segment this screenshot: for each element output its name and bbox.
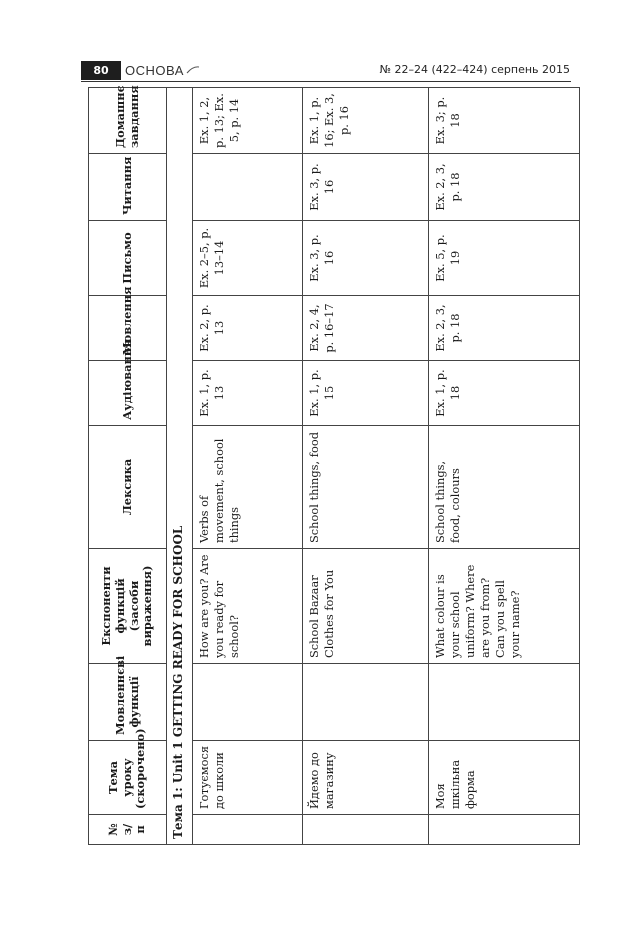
lesson-plan-table-frame <box>88 85 580 845</box>
topic-title: Тема 1: Unit 1 GETTING READY FOR SCHOOL <box>167 88 193 845</box>
col-header-number: № з/п <box>89 815 167 845</box>
cell-theme: Готуємося до школи <box>193 741 303 815</box>
rotated-table-wrapper <box>88 85 580 845</box>
table-row <box>303 88 429 845</box>
col-header-theme: Тема уроку (скорочено) <box>89 741 167 815</box>
col-header-reading: Читання <box>89 154 167 221</box>
cell-vocabulary: School things, food <box>303 426 429 549</box>
cell-functions <box>303 664 429 741</box>
cell-number <box>303 815 429 845</box>
logo-swoosh-icon <box>186 65 200 75</box>
cell-homework: Ex. 1, 2, p. 13; Ex. 5, p. 14 <box>193 88 303 154</box>
cell-number <box>193 815 303 845</box>
cell-theme: Йдемо до магазину <box>303 741 429 815</box>
table-row <box>429 88 580 845</box>
cell-listening: Ex. 1, p. 15 <box>303 361 429 426</box>
col-header-listening: Аудіювання <box>89 361 167 426</box>
table-row <box>193 88 303 845</box>
cell-functions <box>193 664 303 741</box>
brand-logo <box>125 60 200 80</box>
cell-vocabulary: School things, food, colours <box>429 426 580 549</box>
brand-name: ОСНОВА <box>125 62 184 78</box>
issue-info: № 22–24 (422–424) серпень 2015 <box>379 63 570 76</box>
col-header-homework: Домашнє завдання <box>89 88 167 154</box>
cell-speaking: Ex. 2, 4, p. 16–17 <box>303 296 429 361</box>
col-header-vocabulary: Лексика <box>89 426 167 549</box>
cell-speaking: Ex. 2, 3, p. 18 <box>429 296 580 361</box>
cell-theme: Моя шкільна форма <box>429 741 580 815</box>
cell-functions <box>429 664 580 741</box>
cell-reading: Ex. 3, p. 16 <box>303 154 429 221</box>
cell-number <box>429 815 580 845</box>
cell-exponents: School Bazaar Clothes for You <box>303 549 429 664</box>
header-divider <box>81 81 571 82</box>
col-header-functions: Мовленнєві функції <box>89 664 167 741</box>
cell-writing: Ex. 3, p. 16 <box>303 221 429 296</box>
col-header-speaking: Мовлення <box>89 296 167 361</box>
cell-writing: Ex. 5, p. 19 <box>429 221 580 296</box>
cell-writing: Ex. 2–5, p. 13–14 <box>193 221 303 296</box>
cell-homework: Ex. 3; p. 18 <box>429 88 580 154</box>
cell-listening: Ex. 1, p. 18 <box>429 361 580 426</box>
col-header-writing: Письмо <box>89 221 167 296</box>
page-number: 80 <box>81 61 121 80</box>
cell-exponents: What colour is your school uniform? Where are you from? Can you spell your name? <box>429 549 580 664</box>
cell-reading: Ex. 2, 3, p. 18 <box>429 154 580 221</box>
cell-speaking: Ex. 2, p. 13 <box>193 296 303 361</box>
topic-row <box>167 88 193 845</box>
cell-exponents: How are you? Are you ready for school? <box>193 549 303 664</box>
cell-vocabulary: Verbs of movement, school things <box>193 426 303 549</box>
col-header-exponents: Експоненти функцій (засоби вираження) <box>89 549 167 664</box>
lesson-plan-table <box>88 87 580 845</box>
cell-listening: Ex. 1, p. 13 <box>193 361 303 426</box>
header-row <box>89 88 167 845</box>
cell-homework: Ex. 1, p. 16; Ex. 3, p. 16 <box>303 88 429 154</box>
cell-reading <box>193 154 303 221</box>
